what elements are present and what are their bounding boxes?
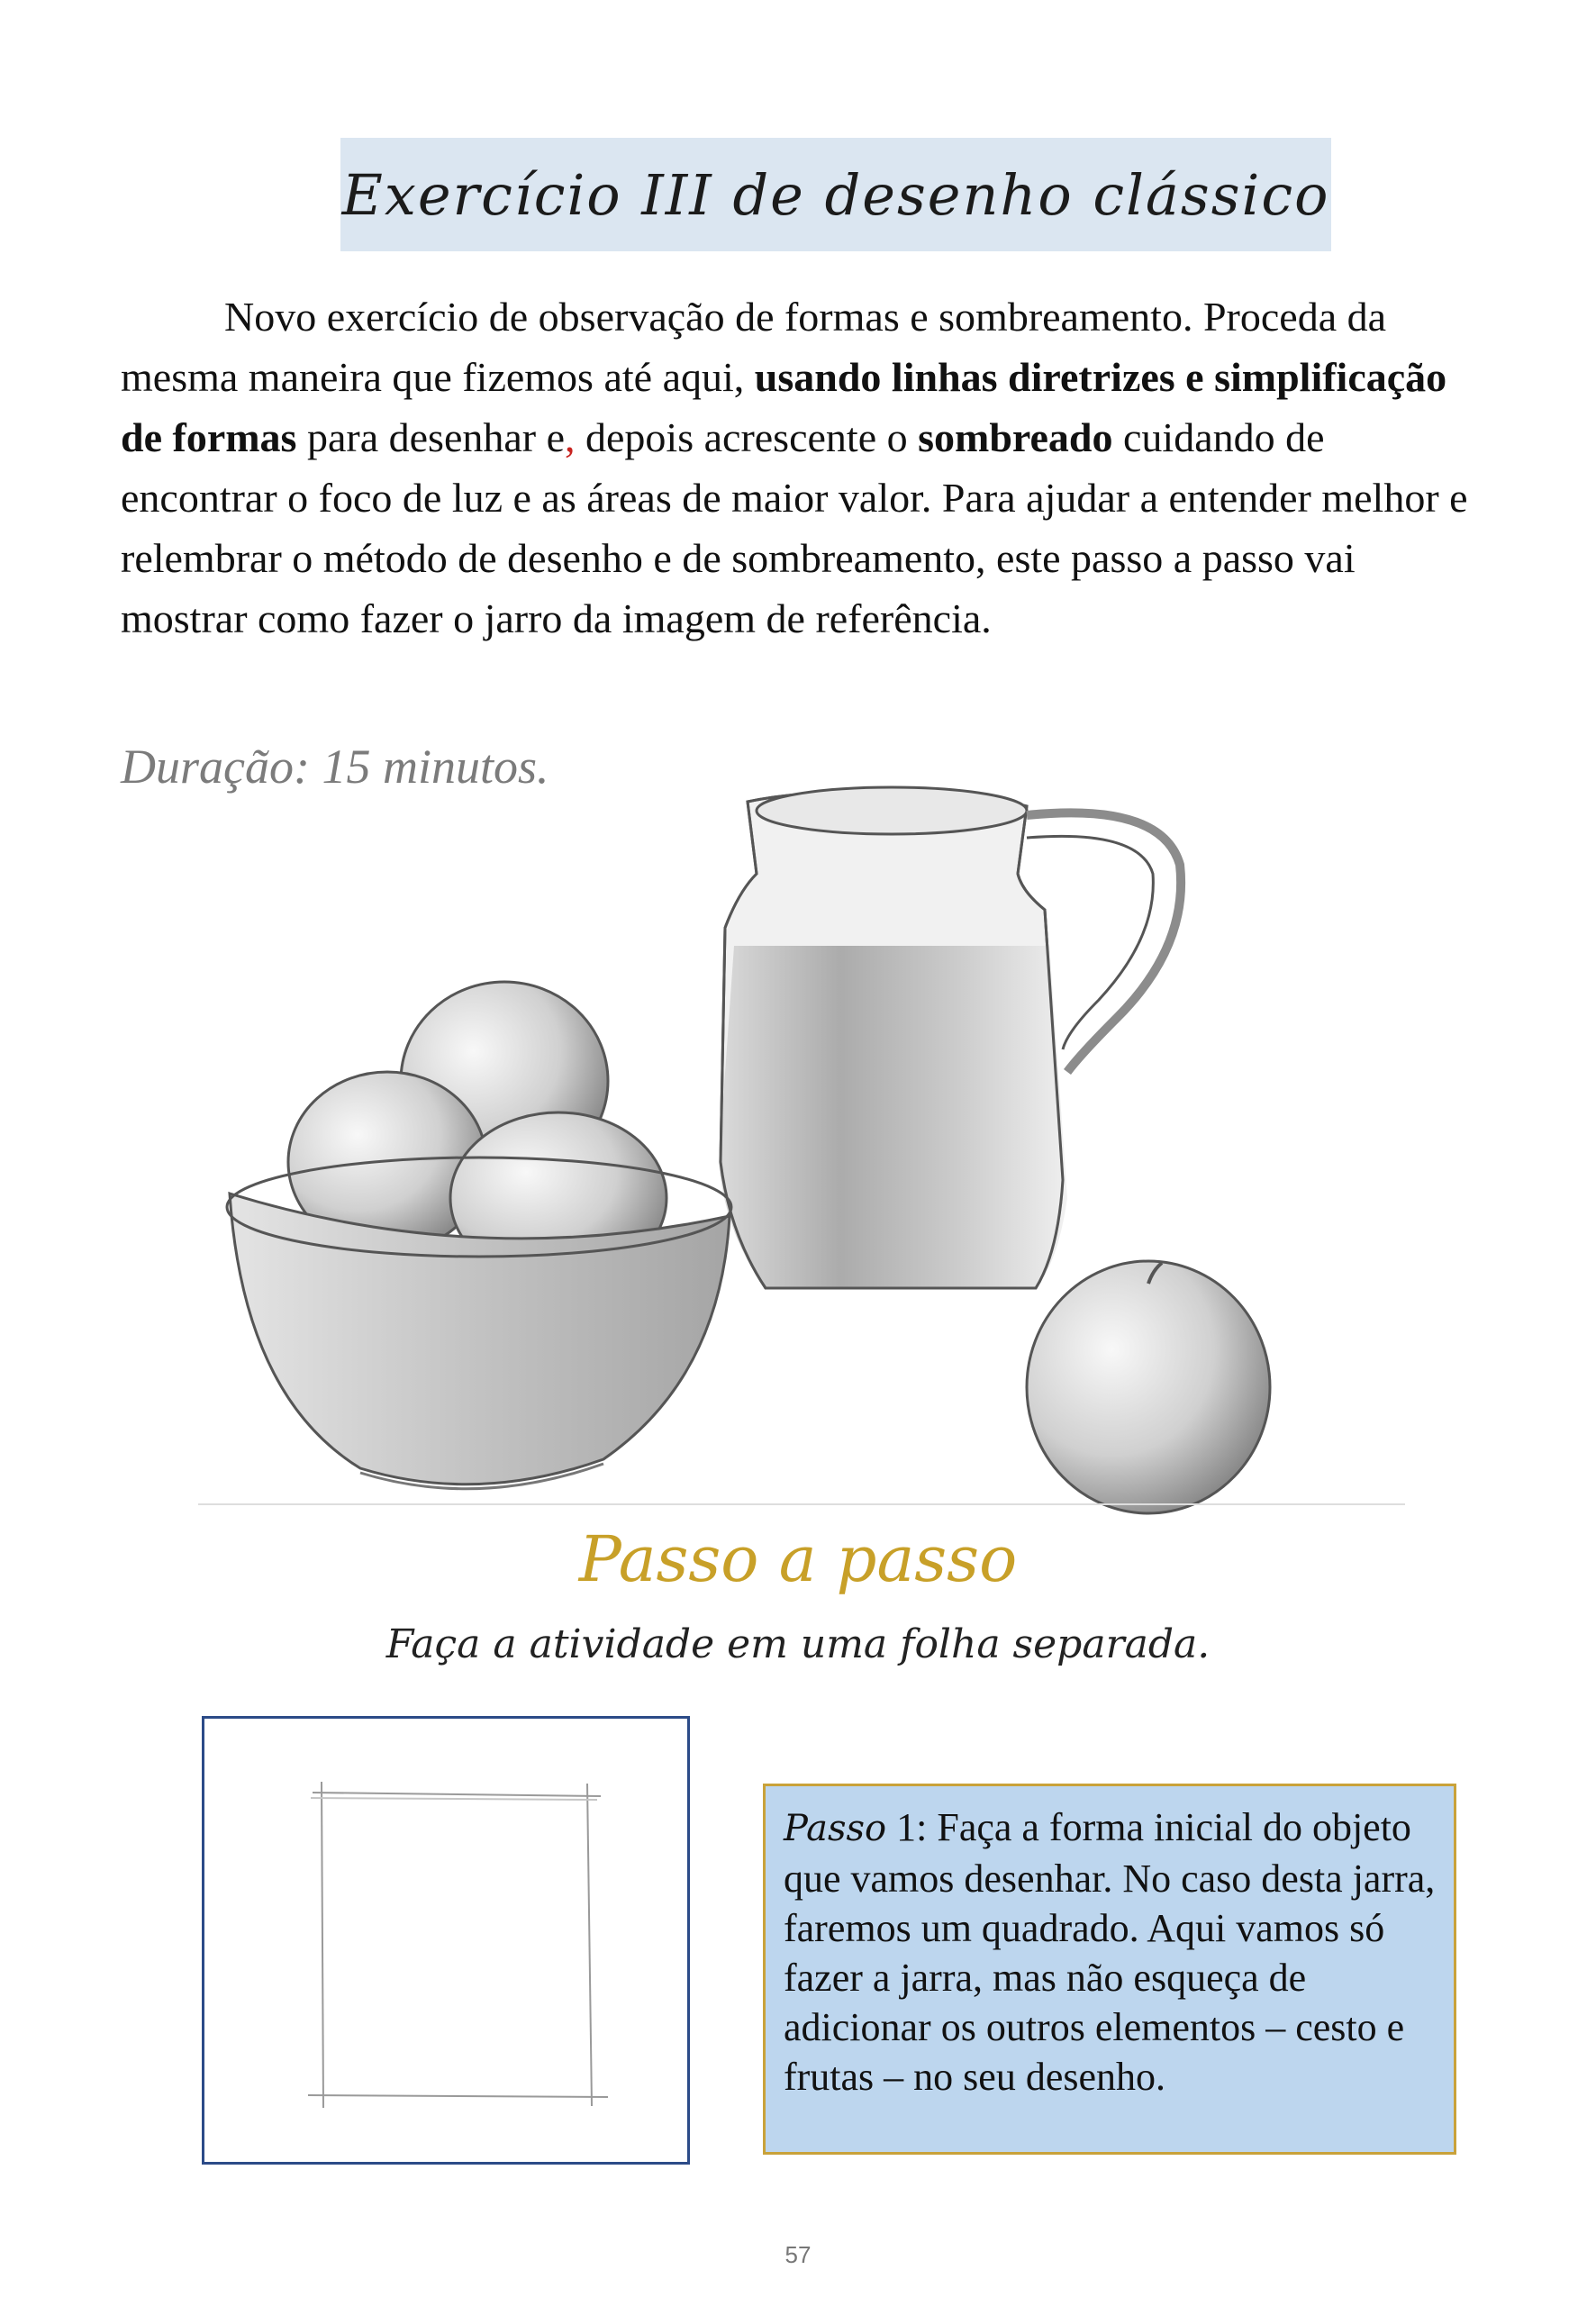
- jar-drawing: [719, 787, 1181, 1288]
- intro-paragraph: [121, 286, 1490, 649]
- step-text: Faça a forma inicial do objeto que vamos desenhar. No caso desta jarra, faremos um quadrado. Aqui vamos só fazer a jarra, mas não esqueça de adicionar os outros elementos – cesto e frutas – no seu desenho.: [784, 1805, 1436, 2099]
- intro-text-4: cuidando de encontrar o foco de luz e as áreas de maior valor. Para ajudar a entender melhor e relembrar o método de desenho e de sombreamento, este passo a passo vai mostrar como fazer o jarro da imagem de referência.: [121, 414, 1468, 641]
- apple-drawing: [1027, 1261, 1270, 1513]
- page-number: 57: [784, 2241, 812, 2268]
- duration-text: Duração: 15 minutos.: [121, 740, 549, 794]
- step1-image-frame: [202, 1716, 690, 2165]
- intro-text-3: depois acrescente o: [575, 414, 919, 460]
- red-comma: ,: [565, 414, 576, 460]
- intro-bold-1: usando linhas diretrizes e simplificação de formas: [121, 354, 1447, 460]
- intro-bold-2: sombreado: [918, 414, 1113, 460]
- square-sketch: [204, 1719, 687, 2162]
- step-number: 1:: [896, 1805, 928, 1849]
- page-title: Exercício III de desenho clássico: [341, 161, 1330, 228]
- intro-text-2: para desenhar e: [296, 414, 566, 460]
- step-label: Passo: [784, 1808, 887, 1849]
- section-title: Passo a passo: [578, 1522, 1018, 1596]
- step1-box: [763, 1784, 1456, 2155]
- section-subtitle: Faça a atividade em uma folha separada.: [385, 1621, 1211, 1667]
- intro-text-1: Novo exercício de observação de formas e sombreamento. Proceda da mesma maneira que fizemos até aqui,: [121, 294, 1387, 400]
- still-life-sketch: [180, 694, 1423, 1648]
- title-banner: [340, 138, 1331, 251]
